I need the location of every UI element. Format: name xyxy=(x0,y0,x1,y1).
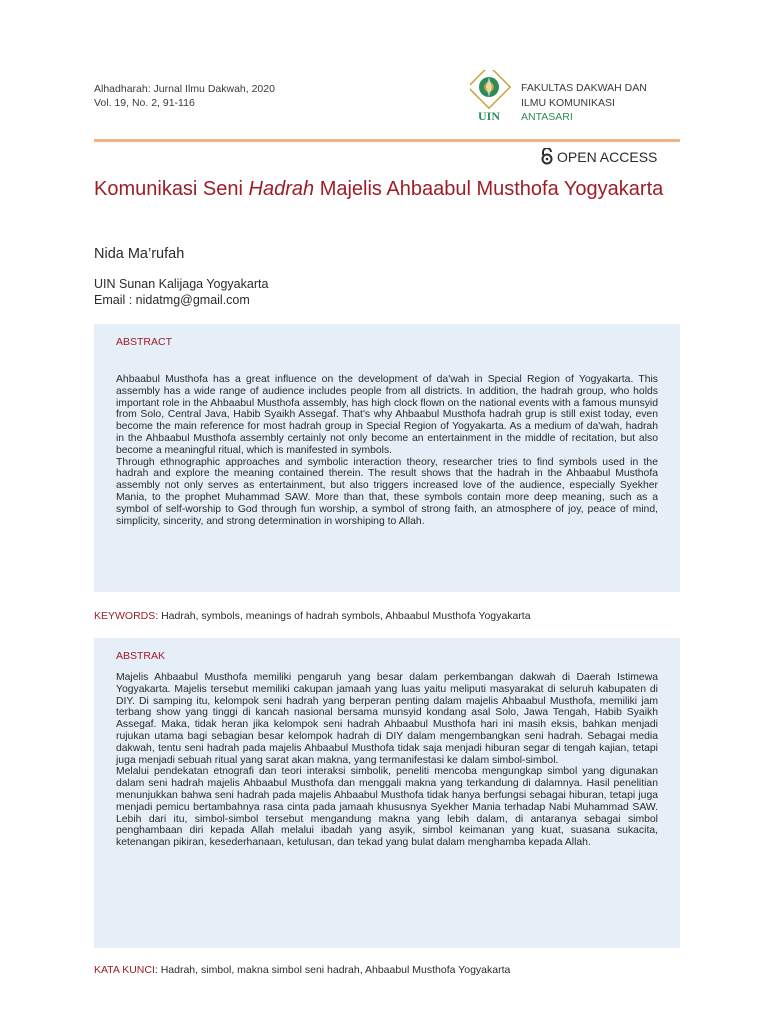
uin-logo-icon xyxy=(470,70,512,128)
open-lock-icon xyxy=(540,148,554,165)
open-access-label: OPEN ACCESS xyxy=(557,148,658,165)
abstrak-paragraph: Melalui pendekatan etnografi dan teori interaksi simbolik, peneliti mencoba mengungkap simbol yang digunakan dalam seni hadrah majelis Ahbaabul Musthofa dan menggali makna yang terkandung di dalamnya. Hasil penelitian menunjukkan bahwa seni hadrah pada majelis Ahbaabul Musthofa tidak hanya berfungsi sebagai hiburan, tetapi juga menjadi pemicu bertambahnya rasa cinta pada jamaah khususnya Syekher Mania terhadap Nabi Muhammad SAW. Lebih dari itu, simbol-simbol tersebut mengandung makna yang lebih dalam, di antaranya sebagai simbol penghambaan diri kepada Allah melalui ibadah yang asyik, simbol keimanan yang kuat, suasana sukacita, ketenangan pikiran, kesederhanaan, ketulusan, dan tekad yang bulat dalam menghamba kepada Allah. xyxy=(116,766,658,849)
abstrak-heading: ABSTRAK xyxy=(116,650,166,662)
journal-name: Alhadharah: Jurnal Ilmu Dakwah, 2020 xyxy=(94,83,275,95)
logo-text: UIN xyxy=(477,109,501,123)
faculty-name: FAKULTAS DAKWAH DAN ILMU KOMUNIKASI ANTASARI xyxy=(521,82,647,123)
abstrak-body xyxy=(116,672,658,849)
author-name: Nida Ma’rufah xyxy=(94,246,185,262)
author-email: Email : nidatmg@gmail.com xyxy=(94,293,250,307)
kata-kunci-text: : Hadrah, simbol, makna simbol seni hadrah, Ahbaabul Musthofa Yogyakarta xyxy=(154,964,511,976)
kata-kunci xyxy=(94,964,510,976)
header-divider xyxy=(94,139,680,142)
abstract-paragraph: Ahbaabul Musthofa has a great influence on the development of da'wah in Special Region of Yogyakarta. This assembly has a wide range of audience includes people from all districts. In addition, the hadrah group, who holds important role in the Ahbaabul Musthofa assembly, has high clock flown on the national events with a famous munsyid from Solo, Central Java, Habib Syaikh Assegaf. That's why Ahbaabul Musthofa hadrah grup is still exist today, even become the main reference for most hadrah group in Special Region of Yogyakarta. As a medium of da'wah, hadrah in the Ahbaabul Musthofa assembly certainly not only become an entertainment in the middle of recitation, but also become a meaningful ritual, which is manifested in symbols. xyxy=(116,374,658,456)
abstract-paragraph: Through ethnographic approaches and symbolic interaction theory, researcher tries to find symbols used in the hadrah and explore the meaning contained therein. The result shows that the hadrah in the Ahbaabul Musthofa assembly not only serves as entertainment, but also triggers increased love of the audience, especially Syekher Mania, to the prophet Muhammad SAW. More than that, these symbols contain more deep meaning, such as a symbol of self-worship to God through fun worship, a symbol of strong faith, an atmosphere of joy, peace of mind, simplicity, sincerity, and strong determination in worshiping to Allah. xyxy=(116,456,658,527)
keywords-text: : Hadrah, symbols, meanings of hadrah symbols, Ahbaabul Musthofa Yogyakarta xyxy=(155,610,531,622)
kata-kunci-label: KATA KUNCI xyxy=(94,964,155,976)
uin-logo xyxy=(470,70,512,128)
journal-volume: Vol. 19, No. 2, 91-116 xyxy=(94,97,195,109)
journal-citation xyxy=(94,82,275,110)
abstract-heading: ABSTRACT xyxy=(116,336,173,348)
article-title: Komunikasi Seni Hadrah Majelis Ahbaabul Musthofa Yogyakarta xyxy=(94,178,664,200)
open-access-badge xyxy=(540,148,657,165)
abstract-box xyxy=(94,324,680,592)
abstrak-box xyxy=(94,638,680,948)
author-affiliation xyxy=(94,276,268,308)
keywords xyxy=(94,610,531,622)
keywords-label: KEYWORDS xyxy=(94,610,156,622)
abstract-body xyxy=(116,374,658,527)
institution: UIN Sunan Kalijaga Yogyakarta xyxy=(94,277,269,291)
abstrak-paragraph: Majelis Ahbaabul Musthofa memiliki pengaruh yang besar dalam perkembangan dakwah di Daerah Istimewa Yogyakarta. Majelis tersebut memiliki cakupan jamaah yang luas yaitu meliputi masyarakat di seluruh kabupaten di DIY. Di samping itu, kelompok seni hadrah yang berperan penting dalam majelis Ahbaabul Musthofa, memiliki jam terbang show yang tinggi di kancah nasional bersama munsyid kondang asal Solo, Jawa Tengah, Habib Syaikh Assegaf. Maka, tidak heran jika kelompok seni hadrah Ahbaabul Musthofa hari ini masih eksis, bahkan menjadi rujukan utama bagi sebagian besar kelompok hadrah di DIY dalam mengembangkan seni hadrah. Sebagai media dakwah, tentu seni hadrah pada majelis Ahbaabul Musthofa tidak saja menjadi hiburan segar di tengah kajian, tetapi juga menjadi sebuah ritual yang sarat akan makna, yang termanifestasi ke dalam simbol-simbol. xyxy=(116,672,658,766)
